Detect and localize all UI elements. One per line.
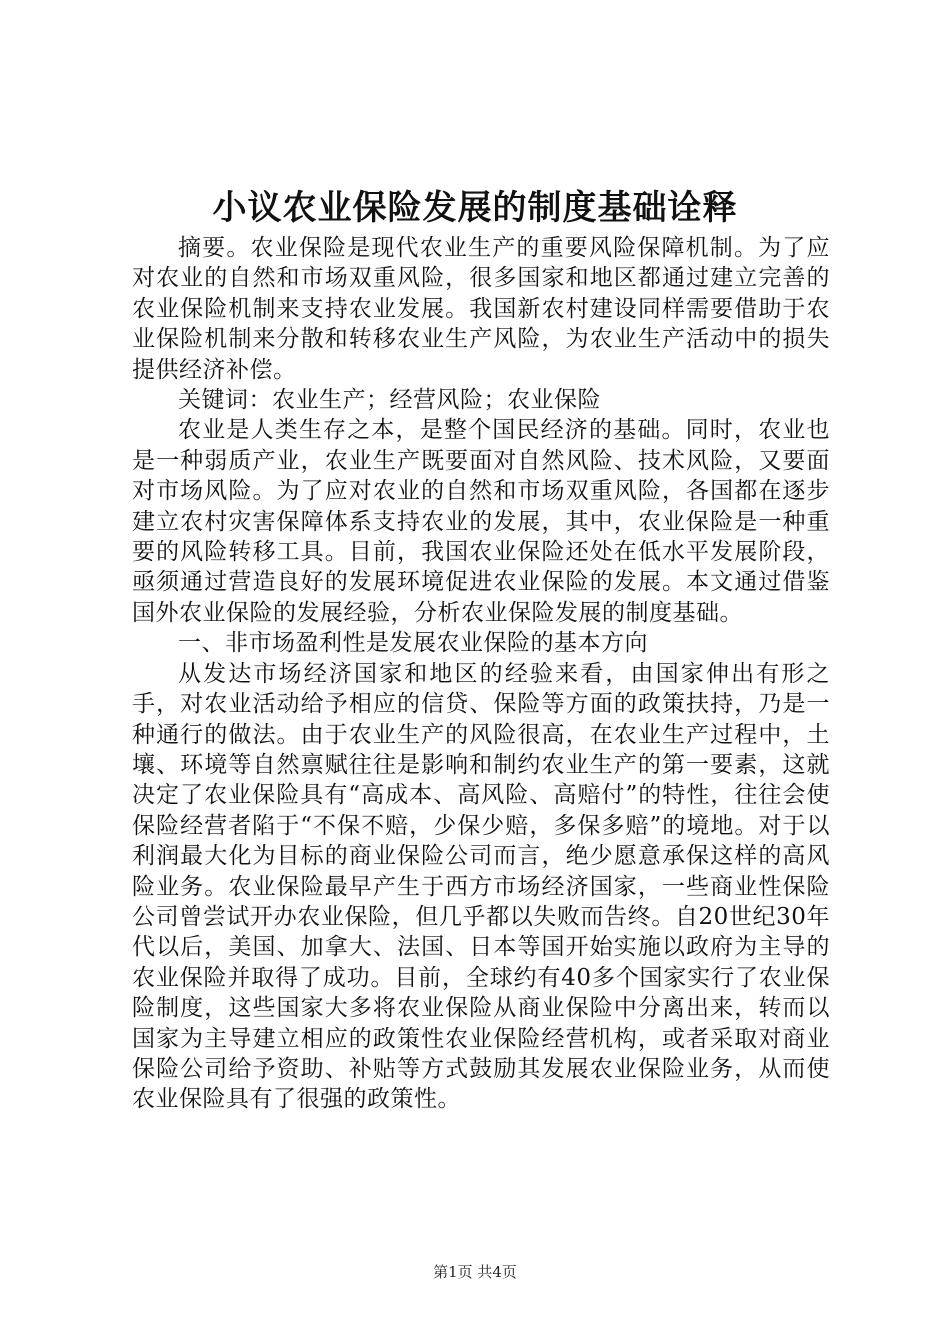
- page-footer: 第1页 共4页: [433, 1263, 517, 1281]
- keywords-paragraph: 关键词：农业生产；经营风险；农业保险: [178, 387, 601, 414]
- abstract-paragraph: 摘要。农业保险是现代农业生产的重要风险保障机制。为了应对农业的自然和市场双重风险，很多国家和地区都通过建立完善的农业保险机制来支持农业发展。我国新农村建设同样需要借助于农业保险机制来分散和转移农业生产风险，为农业生产活动中的损失提供经济补偿。: [132, 235, 830, 383]
- section-paragraph: 从发达市场经济国家和地区的经验来看，由国家伸出有形之手，对农业活动给予相应的信贷、保险等方面的政策扶持，乃是一种通行的做法。由于农业生产的风险很高，在农业生产过程中，土壤、环境等自然禀赋往往是影响和制约农业生产的第一要素，这就决定了农业保险具有“高成本、高风险、高赔付”的特性，往往会使保险经营者陷于“不保不赔，少保少赔，多保多赔”的境地。对于以利润最大化为目标的商业保险公司而言，绝少愿意承保这样的高风险业务。农业保险最早产生于西方市场经济国家，一些商业性保险公司曾尝试开办农业保险，但几乎都以失败而告终。自20世纪30年代以后，美国、加拿大、法国、日本等国开始实施以政府为主导的农业保险并取得了成功。目前，全球约有40多个国家实行了农业保险制度，这些国家大多将农业保险从商业保险中分离出来，转而以国家为主导建立相应的政策性农业保险经营机构，或者采取对商业保险公司给予资助、补贴等方式鼓励其发展农业保险业务，从而使农业保险具有了很强的政策性。: [132, 660, 830, 1113]
- intro-paragraph: 农业是人类生存之本，是整个国民经济的基础。同时，农业也是一种弱质产业，农业生产既要面对自然风险、技术风险，又要面对市场风险。为了应对农业的自然和市场双重风险，各国都在逐步建立农村灾害保障体系支持农业的发展，其中，农业保险是一种重要的风险转移工具。目前，我国农业保险还处在低水平发展阶段，亟须通过营造良好的发展环境促进农业保险的发展。本文通过借鉴国外农业保险的发展经验，分析农业保险发展的制度基础。: [132, 417, 830, 626]
- document-body: [132, 233, 830, 1115]
- document-title: 小议农业保险发展的制度基础诠释: [212, 188, 738, 228]
- section-heading: 一、非市场盈利性是发展农业保险的基本方向: [178, 630, 648, 657]
